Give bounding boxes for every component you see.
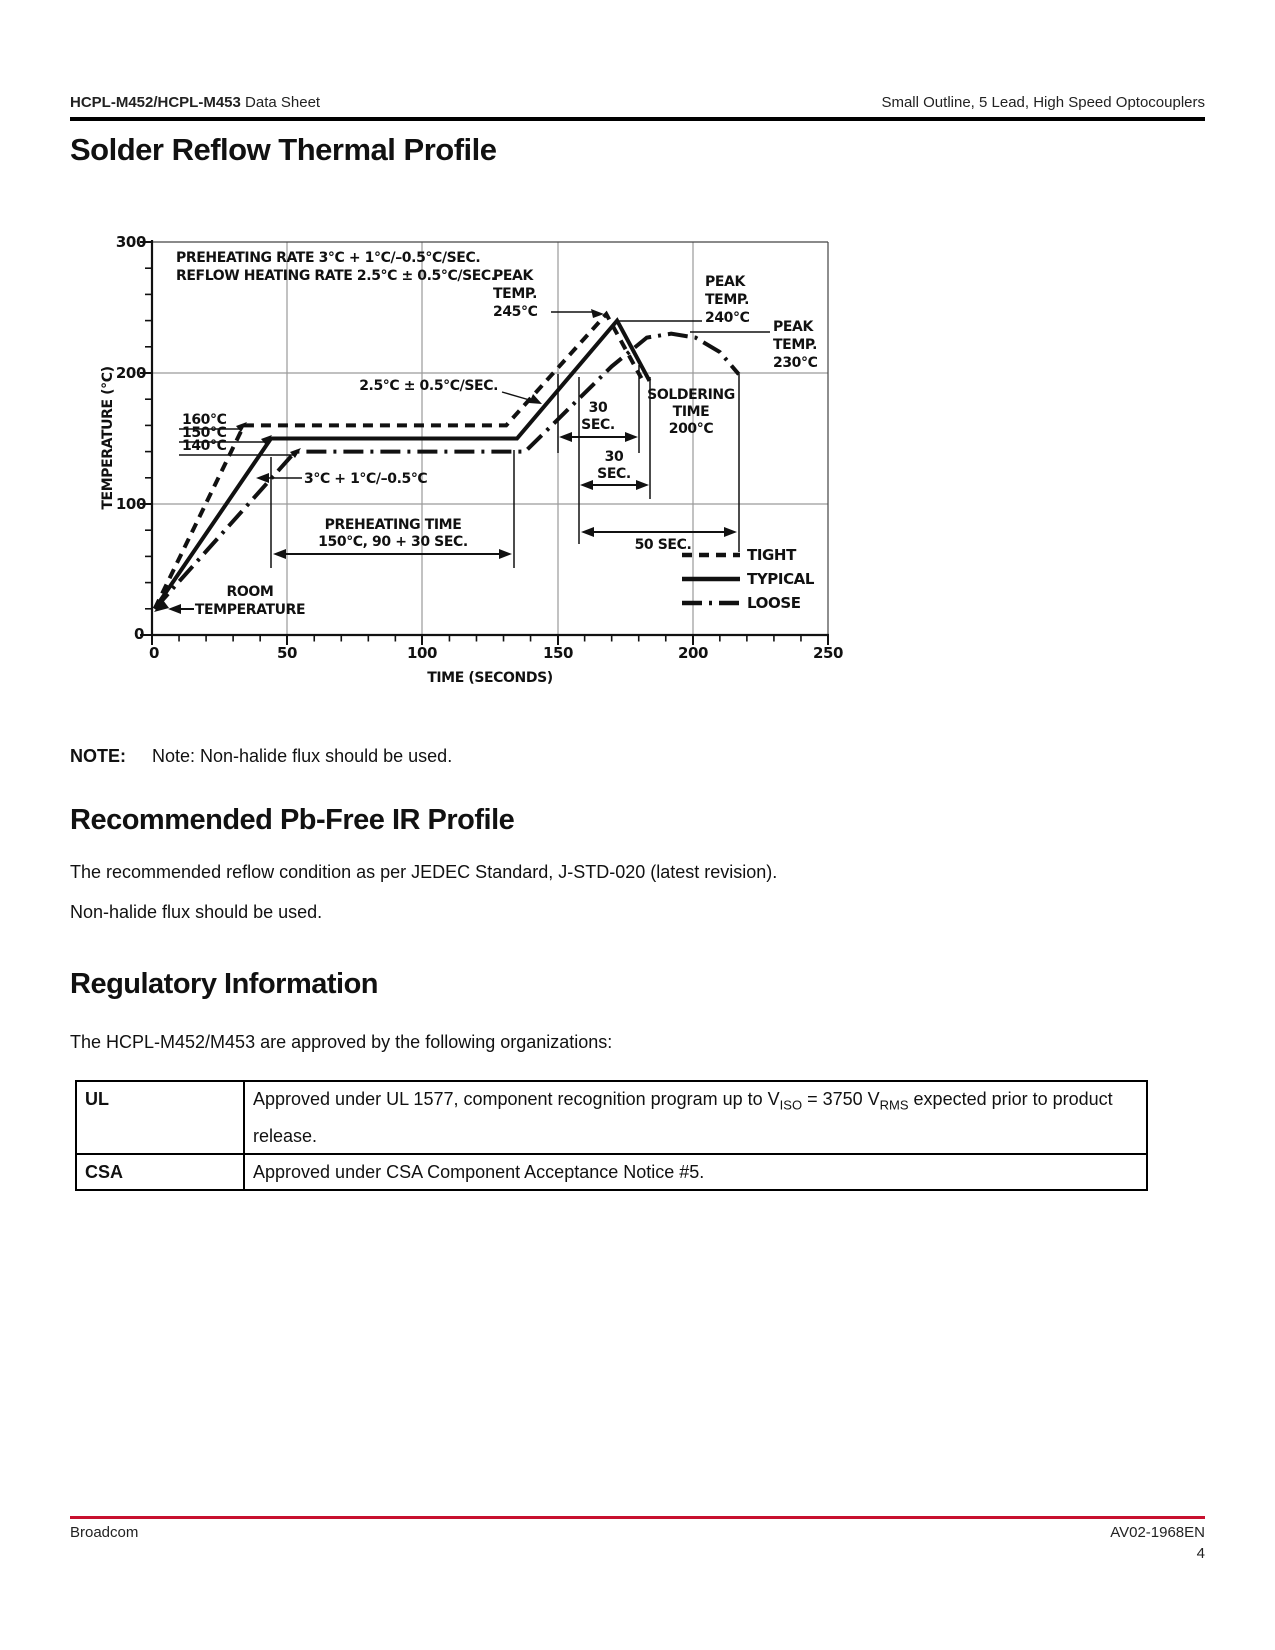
- peak-tight-line1: PEAK: [493, 268, 533, 284]
- peak-loose-value: 230°C: [773, 355, 818, 371]
- header-left: [70, 94, 320, 111]
- legend-label-tight: TIGHT: [747, 546, 796, 564]
- chart-annotations: [168, 250, 818, 618]
- solder-reflow-chart: [90, 222, 850, 692]
- footer-rule: [70, 1516, 1205, 1519]
- profile-curves: [155, 314, 739, 609]
- note-label: NOTE:: [70, 746, 126, 766]
- note-text: Note: Non-halide flux should be used.: [152, 746, 453, 766]
- sec30-upper-arrowhead-right: [625, 432, 638, 442]
- peak-typical-line2: TEMP.: [705, 292, 750, 308]
- regulatory-table: [75, 1080, 1148, 1191]
- peak-tight-line2: TEMP.: [493, 286, 538, 302]
- x-tick-label-250: 250: [812, 644, 844, 662]
- preheating-time-arrowhead-left: [273, 549, 286, 559]
- soldering-line1: SOLDERING: [647, 387, 735, 403]
- footer-doc-number: AV02-1968EN: [1110, 1524, 1205, 1541]
- plateau-140-label: 140°C: [182, 438, 227, 454]
- x-tick-label-150: 150: [542, 644, 574, 662]
- ul-text-between: = 3750 V: [802, 1089, 880, 1109]
- ul-sub-rms: RMS: [879, 1097, 909, 1113]
- curve-typical: [155, 321, 650, 609]
- plateau-150-label: 150°C: [182, 425, 227, 441]
- ul-sub-iso: ISO: [779, 1097, 803, 1113]
- org-cell-ul: UL: [76, 1081, 244, 1154]
- sec50-arrowhead-left: [581, 527, 594, 537]
- peak-tight-arrowhead: [591, 309, 604, 318]
- section-heading-pbfree: Recommended Pb-Free IR Profile: [70, 804, 515, 836]
- reflow-rate-arrowhead: [529, 394, 542, 404]
- y-tick-label-0: 0: [133, 625, 144, 643]
- peak-tight-value: 245°C: [493, 304, 538, 320]
- sec30-lower-arrowhead-left: [580, 480, 593, 490]
- x-tick-label-50: 50: [276, 644, 298, 662]
- sec30-lower-unit: SEC.: [597, 466, 631, 482]
- org-cell-csa: CSA: [76, 1154, 244, 1190]
- y-tick-label-200: 200: [115, 364, 146, 382]
- reflow-rate-label: 2.5°C ± 0.5°C/SEC.: [359, 378, 498, 394]
- plateau-160-label: 160°C: [182, 412, 227, 428]
- curve-tight: [155, 314, 642, 609]
- header-doc-type: Data Sheet: [240, 94, 321, 111]
- sec30-lower-arrowhead-right: [636, 480, 649, 490]
- header-right: Small Outline, 5 Lead, High Speed Optocouplers: [881, 94, 1205, 111]
- peak-typical-line1: PEAK: [705, 274, 745, 290]
- footer-page-number: 4: [1196, 1545, 1205, 1562]
- x-tick-label-0: 0: [148, 644, 160, 662]
- table-row-csa: [76, 1154, 1147, 1190]
- footer-company: Broadcom: [70, 1524, 139, 1541]
- section-heading-regulatory: Regulatory Information: [70, 968, 379, 1000]
- ul-text-before: Approved under UL 1577, component recognition program up to V: [253, 1089, 780, 1109]
- legend-label-typical: TYPICAL: [747, 570, 815, 588]
- ul-text-after: expected prior to product release.: [253, 1089, 1113, 1146]
- soldering-line2: TIME: [672, 404, 710, 420]
- preheat-rate-label: 3°C + 1°C/–0.5°C: [304, 471, 428, 487]
- y-tick-label-100: 100: [115, 495, 146, 513]
- room-temp-line1: ROOM: [226, 584, 274, 600]
- preheating-time-line1: PREHEATING TIME: [324, 517, 462, 533]
- peak-loose-line1: PEAK: [773, 319, 813, 335]
- table-row-ul: [76, 1081, 1147, 1154]
- sec30-upper-arrowhead-left: [559, 432, 572, 442]
- sec50-label: 50 SEC.: [634, 537, 692, 553]
- room-temp-arrowhead: [168, 604, 181, 614]
- x-tick-label-100: 100: [406, 644, 438, 662]
- chart-legend: [682, 546, 815, 612]
- page-title: Solder Reflow Thermal Profile: [70, 132, 497, 167]
- header-rule: [70, 117, 1205, 121]
- preheat-rate-arrowhead: [256, 473, 269, 483]
- soldering-line3: 200°C: [668, 421, 714, 437]
- y-tick-label-300: 300: [115, 233, 146, 251]
- x-axis-title: TIME (SECONDS): [427, 670, 553, 686]
- sec30-lower-value: 30: [604, 449, 624, 465]
- sec30-upper-unit: SEC.: [581, 417, 615, 433]
- room-temp-line2: TEMPERATURE: [194, 602, 306, 618]
- approval-cell-csa: Approved under CSA Component Acceptance Notice #5.: [244, 1154, 1147, 1190]
- rate-note-line1: PREHEATING RATE 3°C + 1°C/–0.5°C/SEC.: [176, 250, 481, 266]
- sec30-upper-value: 30: [588, 400, 608, 416]
- preheating-time-line2: 150°C, 90 + 30 SEC.: [318, 534, 468, 550]
- x-tick-label-200: 200: [677, 644, 709, 662]
- approval-cell-ul: [244, 1081, 1147, 1154]
- pbfree-paragraph-2: Non-halide flux should be used.: [70, 902, 323, 922]
- peak-loose-line2: TEMP.: [773, 337, 818, 353]
- preheating-time-arrowhead-right: [499, 549, 512, 559]
- peak-typical-value: 240°C: [705, 310, 750, 326]
- reflow-chart-container: [90, 222, 850, 692]
- legend-label-loose: LOOSE: [747, 594, 801, 612]
- header-product: HCPL-M452/HCPL-M453: [70, 94, 241, 111]
- regulatory-intro: The HCPL-M452/M453 are approved by the following organizations:: [70, 1032, 613, 1052]
- pbfree-paragraph-1: The recommended reflow condition as per JEDEC Standard, J-STD-020 (latest revision).: [70, 862, 778, 882]
- rate-note-line2: REFLOW HEATING RATE 2.5°C ± 0.5°C/SEC.: [176, 268, 496, 284]
- reflow-rate-leader: [502, 392, 533, 401]
- sec50-arrowhead-right: [724, 527, 737, 537]
- curve-loose: [155, 334, 739, 609]
- y-axis-title: TEMPERATURE (°C): [100, 366, 116, 510]
